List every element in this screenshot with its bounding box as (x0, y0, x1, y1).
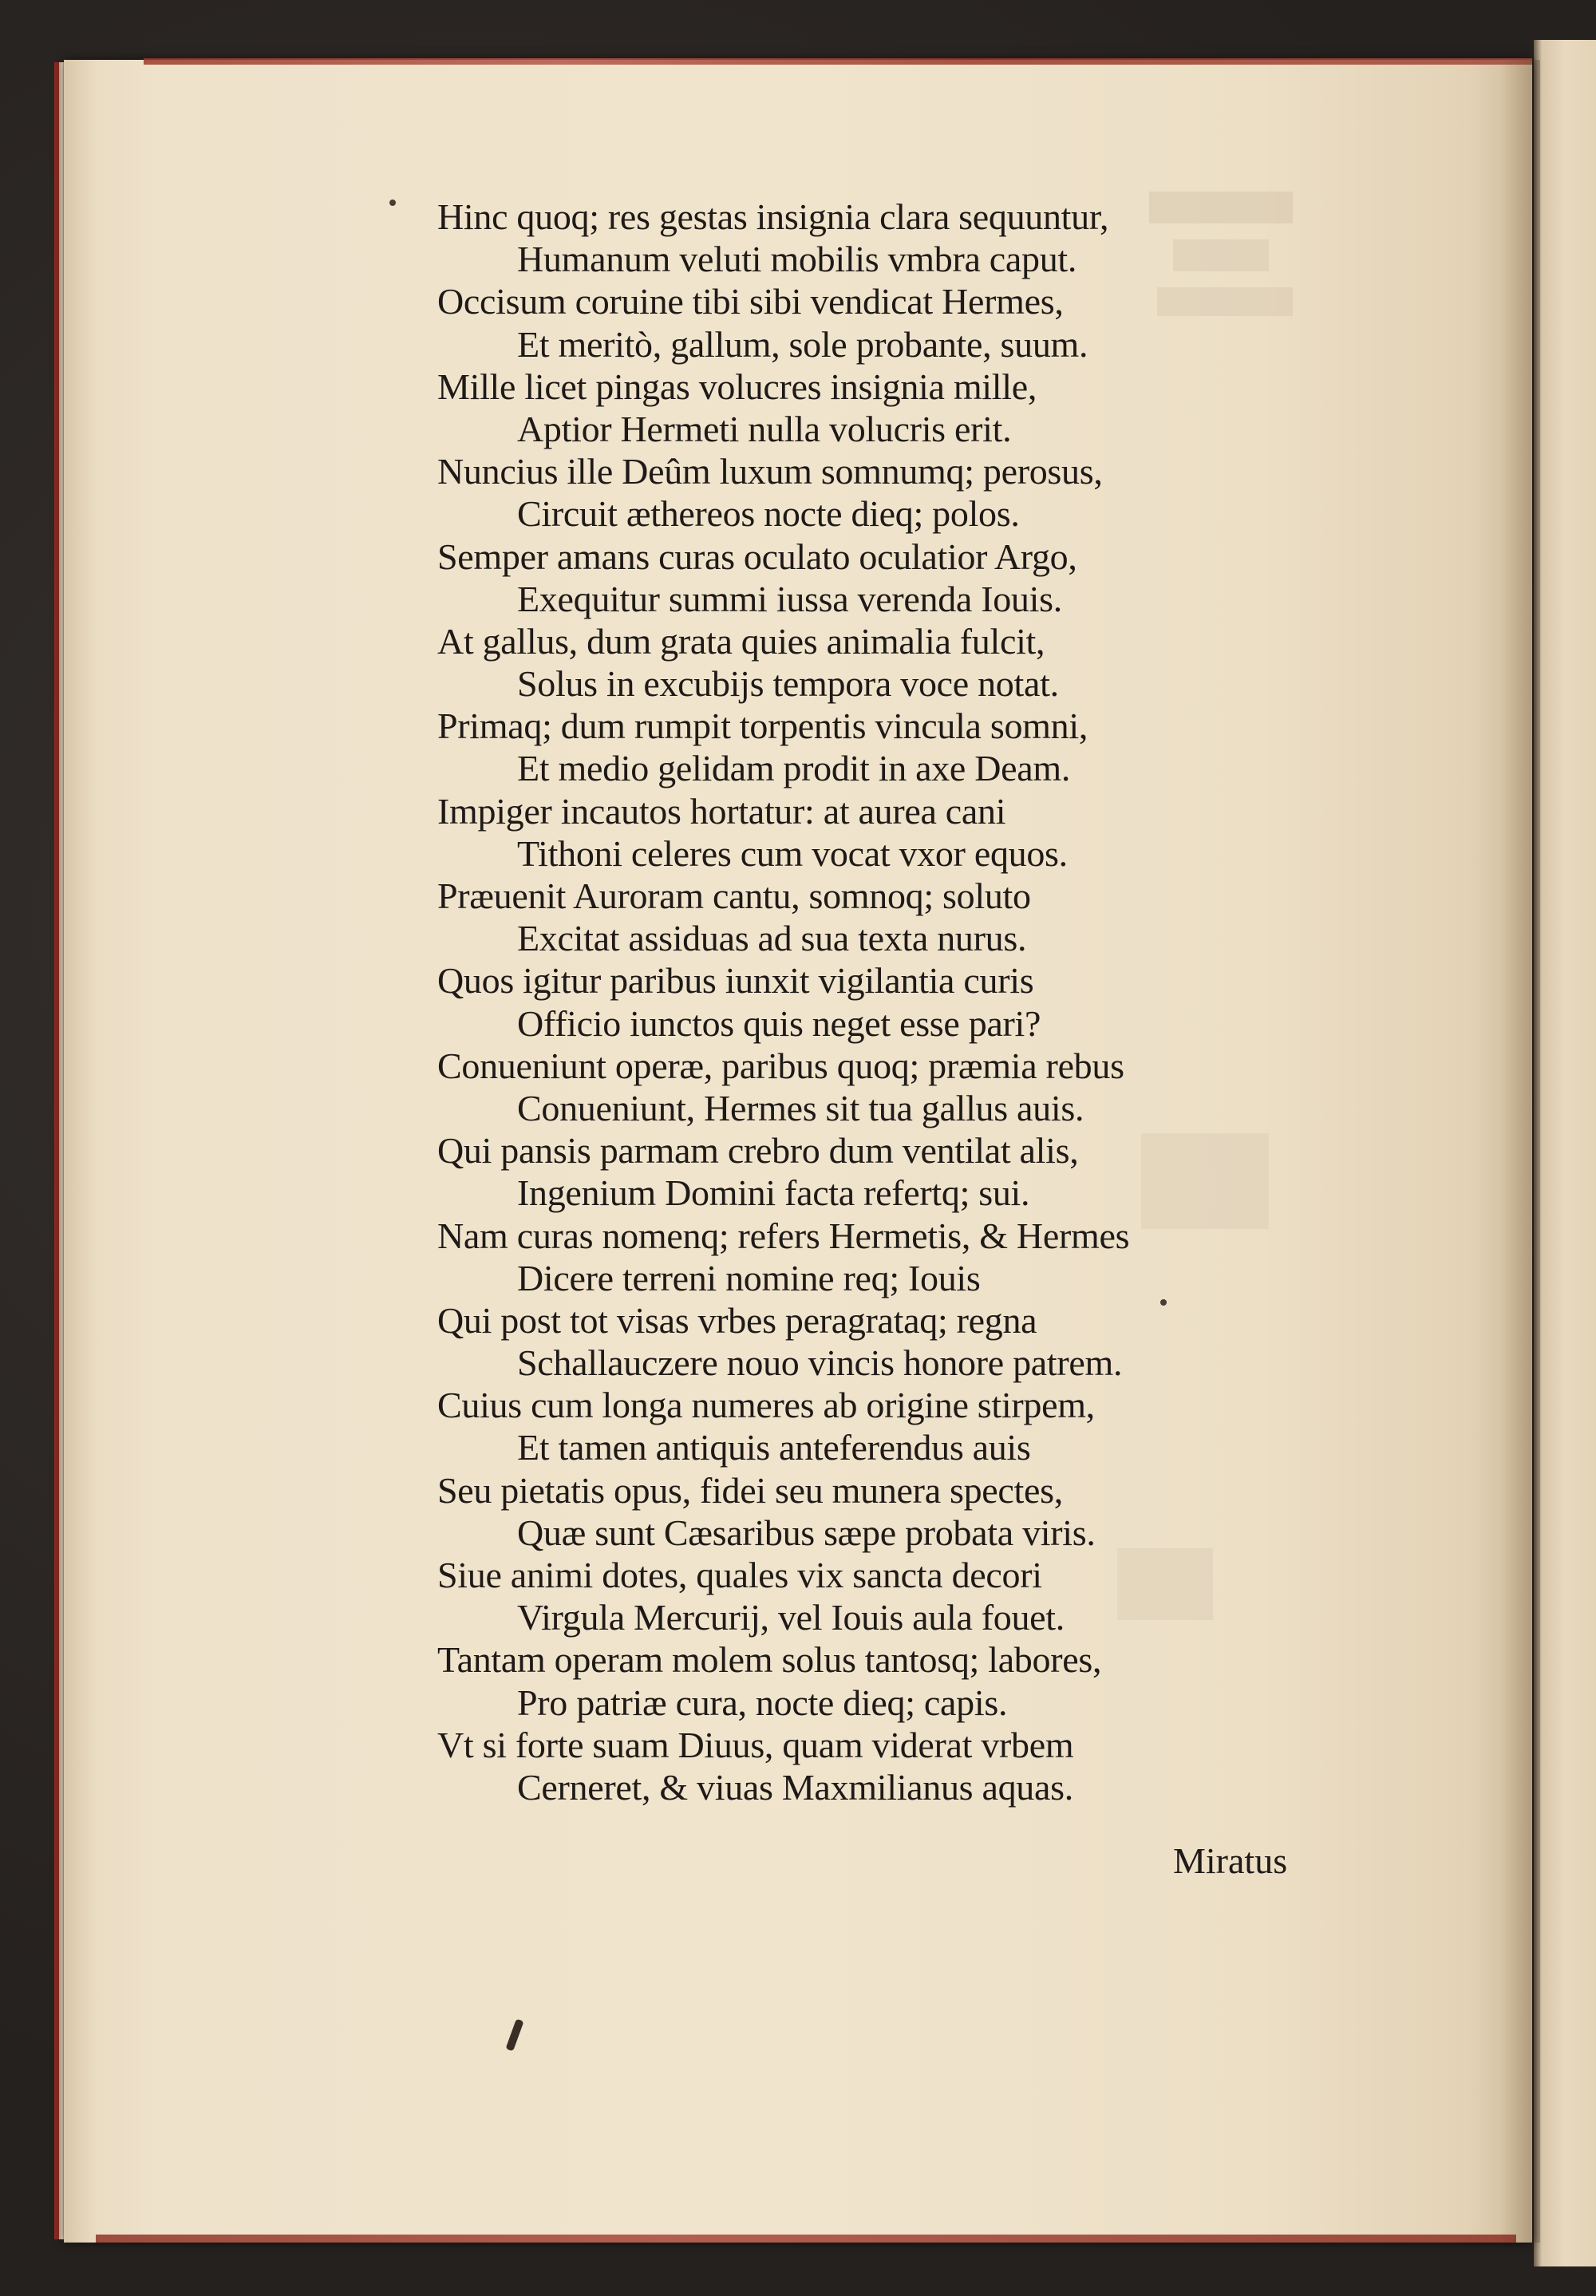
verse-line-11: At gallus, dum grata quies animalia fulcit, (437, 620, 1045, 662)
verse-line-23: Qui pansis parmam crebro dum ventilat alis, (437, 1130, 1079, 1172)
verse-line-16: Tithoni celeres cum vocat vxor equos. (517, 832, 1068, 874)
verse-line-26: Dicere terreni nomine req; Iouis (517, 1257, 981, 1298)
verse-line-22: Conueniunt, Hermes sit tua gallus auis. (517, 1087, 1084, 1128)
verse-line-33: Siue animi dotes, quales vix sancta decori (437, 1555, 1042, 1595)
verse-line-38: Cerneret, & viuas Maxmilianus aquas. (517, 1766, 1073, 1808)
verse-line-25: Nam curas nomenq; refers Hermetis, & Hermes (437, 1215, 1130, 1256)
facing-page-edge (1534, 40, 1596, 2266)
verse-line-29: Cuius cum longa numeres ab origine stirpem, (437, 1385, 1095, 1426)
verse-line-15: Impiger incautos hortatur: at aurea cani (437, 790, 1006, 832)
verse-line-28: Schallauczere nouo vincis honore patrem. (517, 1342, 1123, 1384)
verse-line-30: Et tamen antiquis anteferendus auis (517, 1427, 1031, 1468)
verse-line-6: Aptior Hermeti nulla volucris erit. (517, 408, 1012, 449)
poem-text-block (437, 196, 1235, 1808)
verse-line-4: Et meritò, gallum, sole probante, suum. (517, 323, 1088, 365)
verse-line-9: Semper amans curas oculato oculatior Argo, (437, 535, 1077, 577)
verse-line-18: Excitat assiduas ad sua texta nurus. (517, 918, 1027, 959)
red-bottom-edge (96, 2235, 1516, 2243)
catchword: Miratus (1173, 1840, 1288, 1881)
verse-line-34: Virgula Mercurij, vel Iouis aula fouet. (517, 1597, 1065, 1638)
verse-line-12: Solus in excubijs tempora voce notat. (517, 663, 1059, 705)
verse-line-20: Officio iunctos quis neget esse pari? (517, 1002, 1041, 1044)
red-top-edge (144, 58, 1532, 65)
verse-line-3: Occisum coruine tibi sibi vendicat Hermes, (437, 281, 1064, 322)
verse-line-14: Et medio gelidam prodit in axe Deam. (517, 748, 1071, 789)
verse-line-2: Humanum veluti mobilis vmbra caput. (517, 239, 1077, 280)
verse-line-32: Quæ sunt Cæsaribus sæpe probata viris. (517, 1512, 1096, 1553)
verse-line-35: Tantam operam molem solus tantosq; labores, (437, 1639, 1102, 1681)
verse-line-5: Mille licet pingas volucres insignia mille, (437, 366, 1037, 407)
verse-line-21: Conueniunt operæ, paribus quoq; præmia rebus (437, 1045, 1124, 1086)
gutter-shadow (1500, 60, 1540, 2243)
verse-line-19: Quos igitur paribus iunxit vigilantia curis (437, 960, 1034, 1002)
verse-line-24: Ingenium Domini facta refertq; sui. (517, 1172, 1030, 1214)
verse-line-17: Præuenit Auroram cantu, somnoq; soluto (437, 875, 1031, 916)
margin-dot (389, 200, 396, 206)
verse-line-13: Primaq; dum rumpit torpentis vincula somni, (437, 705, 1088, 747)
verse-line-36: Pro patriæ cura, nocte dieq; capis. (517, 1681, 1008, 1723)
verse-line-8: Circuit æthereos nocte dieq; polos. (517, 493, 1020, 535)
verse-line-1: Hinc quoq; res gestas insignia clara sequuntur, (437, 196, 1109, 237)
verse-line-10: Exequitur summi iussa verenda Iouis. (517, 578, 1062, 619)
verse-line-7: Nuncius ille Deûm luxum somnumq; perosus, (437, 451, 1103, 492)
verse-line-27: Qui post tot visas vrbes peragrataq; regna (437, 1299, 1037, 1341)
verse-line-31: Seu pietatis opus, fidei seu munera spectes, (437, 1469, 1063, 1511)
verse-line-37: Vt si forte suam Diuus, quam viderat vrbem (437, 1724, 1074, 1765)
